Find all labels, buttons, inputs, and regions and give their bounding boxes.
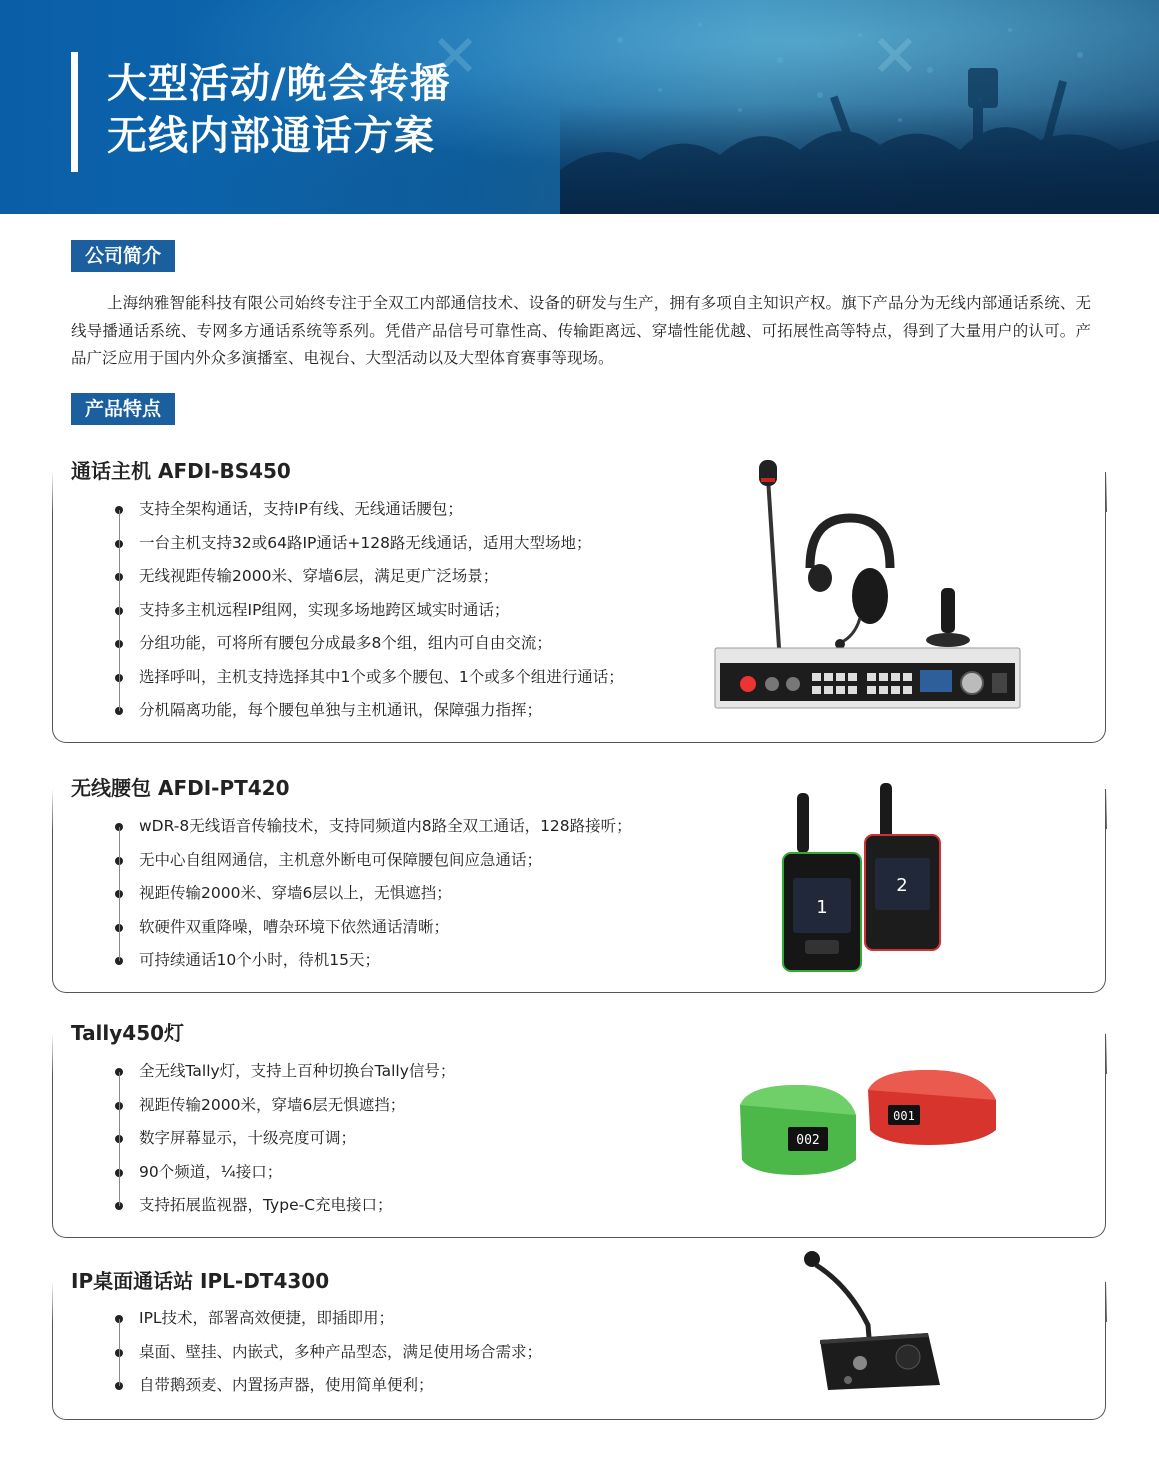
beltpack-screen-2: 2 xyxy=(896,875,908,896)
product-title-dt4300: IP桌面通话站 IPL-DT4300 xyxy=(71,1269,330,1293)
bullet-icon xyxy=(115,890,123,898)
product-title-pt420: 无线腰包 AFDI-PT420 xyxy=(71,776,290,800)
bullet-icon xyxy=(115,1102,123,1110)
list-item: 自带鹅颈麦、内置扬声器，使用简单便利； xyxy=(52,1369,612,1403)
crowd-shade xyxy=(560,104,1159,214)
bullet-icon xyxy=(115,1068,123,1076)
feature-list-bs450 xyxy=(52,493,624,728)
bullet-icon xyxy=(115,1202,123,1210)
product-title-tally450: Tally450灯 xyxy=(71,1021,185,1045)
list-item: 可持续通话10个小时，待机15天； xyxy=(52,944,612,978)
bullet-icon xyxy=(115,823,123,831)
list-item: 支持多主机远程IP组网，实现多场地跨区域实时通话； xyxy=(52,594,612,628)
company-intro-text: 上海纳雅智能科技有限公司始终专注于全双工内部通信技术、设备的研发与生产，拥有多项自主知识产权。旗下产品分为无线内部通话系统、无线导播通话系统、专网多方通话系统等系列。凭借产品信号可靠性高、传输距离远、穿墙性能优越、可拓展性高等特点，得到了大量用户的认可。产品广泛应用于国内外众多演播室、电视台、大型活动以及大型体育赛事等现场。 xyxy=(71,294,1091,367)
list-item: 选择呼叫，主机支持选择其中1个或多个腰包、1个或多个组进行通话； xyxy=(52,661,612,695)
list-item: 支持拓展监视器，Type-C充电接口； xyxy=(52,1189,612,1223)
tally-light-image xyxy=(738,1065,1003,1180)
desktop-station-image xyxy=(798,1245,948,1395)
list-item: 90个频道，¼接口； xyxy=(52,1156,612,1190)
title-accent-bar xyxy=(71,52,78,172)
list-item: wDR-8无线语音传输技术，支持同频道内8路全双工通话，128路接听； xyxy=(52,810,612,844)
bullet-icon xyxy=(115,540,123,548)
bullet-icon xyxy=(115,506,123,514)
bullet-icon xyxy=(115,1382,123,1390)
bullet-icon xyxy=(115,674,123,682)
list-item: 视距传输2000米、穿墙6层以上，无惧遮挡； xyxy=(52,877,612,911)
bullet-icon xyxy=(115,640,123,648)
list-item: 视距传输2000米，穿墙6层无惧遮挡； xyxy=(52,1089,612,1123)
list-item: 支持全架构通话，支持IP有线、无线通话腰包； xyxy=(52,493,612,527)
beltpack-image xyxy=(775,783,950,978)
beltpack-screen-1: 1 xyxy=(816,897,828,918)
features-tag: 产品特点 xyxy=(71,393,175,425)
list-item: 无中心自组网通信，主机意外断电可保障腰包间应急通话； xyxy=(52,844,612,878)
title-line-2: 无线内部通话方案 xyxy=(107,113,435,159)
bullet-icon xyxy=(115,924,123,932)
bullet-icon xyxy=(115,1169,123,1177)
base-station-image xyxy=(710,458,1025,718)
list-item: 数字屏幕显示，十级亮度可调； xyxy=(52,1122,612,1156)
page-title xyxy=(107,58,451,162)
tally-display-red: 001 xyxy=(893,1109,915,1123)
header-banner xyxy=(0,0,1159,214)
bullet-icon xyxy=(115,707,123,715)
bullet-icon xyxy=(115,1315,123,1323)
product-title-bs450: 通话主机 AFDI-BS450 xyxy=(71,459,291,483)
list-item: 无线视距传输2000米、穿墙6层，满足更广泛场景； xyxy=(52,560,612,594)
company-intro-tag: 公司简介 xyxy=(71,240,175,272)
feature-list-pt420 xyxy=(52,810,632,978)
title-line-1: 大型活动/晚会转播 xyxy=(107,61,451,107)
bullet-icon xyxy=(115,957,123,965)
bullet-icon xyxy=(115,1349,123,1357)
list-item: 一台主机支持32或64路IP通话+128路无线通话，适用大型场地； xyxy=(52,527,612,561)
list-item: 桌面、壁挂、内嵌式，多种产品型态，满足使用场合需求； xyxy=(52,1336,612,1370)
bullet-icon xyxy=(115,607,123,615)
feature-list-tally450 xyxy=(52,1055,612,1223)
bullet-icon xyxy=(115,573,123,581)
feature-list-dt4300 xyxy=(52,1302,612,1403)
list-item: 软硬件双重降噪，嘈杂环境下依然通话清晰； xyxy=(52,911,612,945)
list-item: 分机隔离功能，每个腰包单独与主机通讯，保障强力指挥； xyxy=(52,694,612,728)
bullet-icon xyxy=(115,1135,123,1143)
list-item: IPL技术，部署高效便捷，即插即用； xyxy=(52,1302,612,1336)
list-item: 全无线Tally灯，支持上百种切换台Tally信号； xyxy=(52,1055,612,1089)
bullet-icon xyxy=(115,857,123,865)
list-item: 分组功能，可将所有腰包分成最多8个组，组内可自由交流； xyxy=(52,627,612,661)
tally-display-green: 002 xyxy=(796,1133,820,1148)
